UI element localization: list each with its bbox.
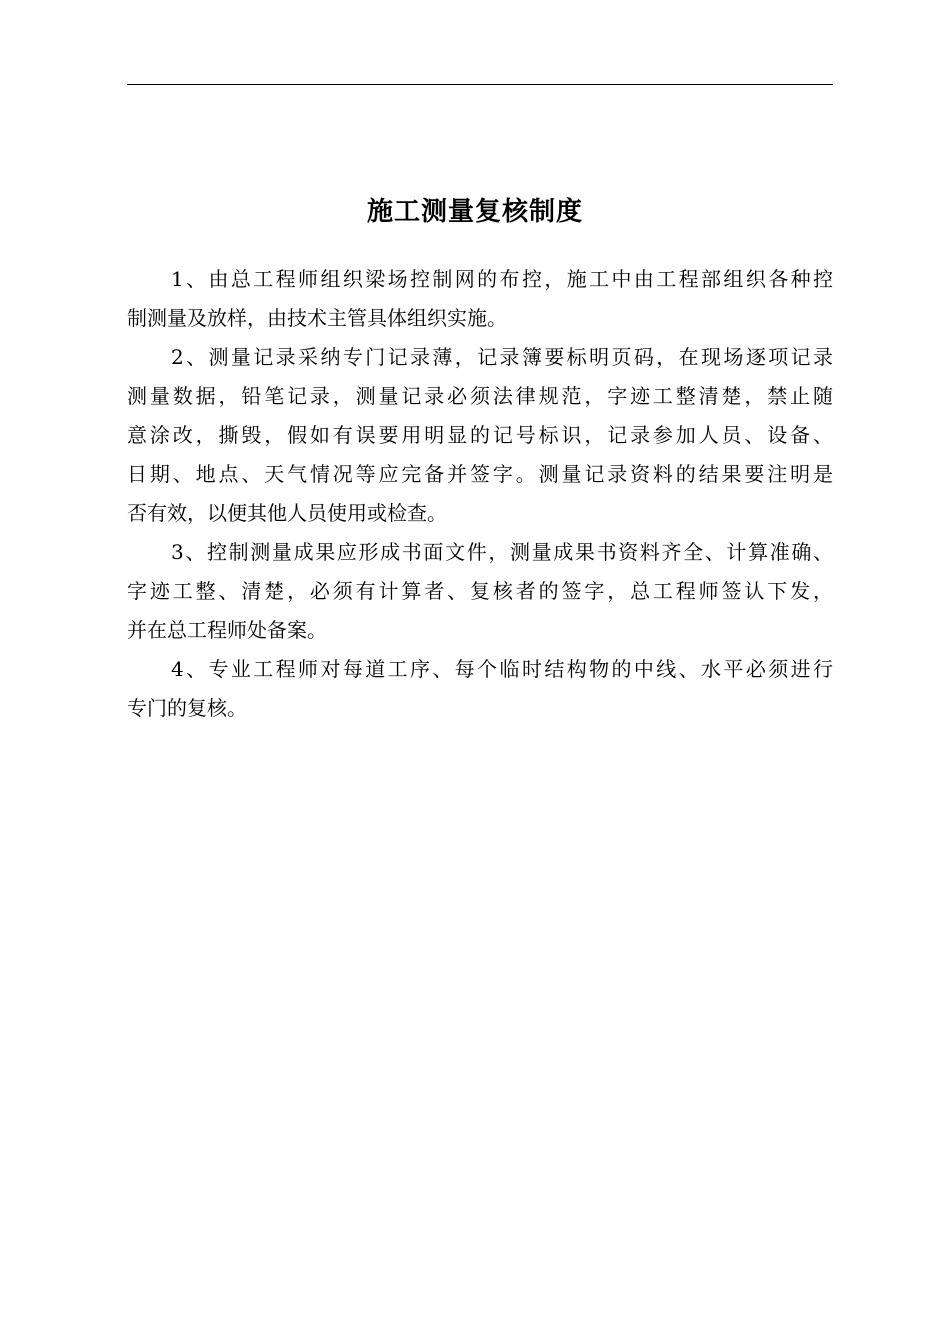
paragraph-4: [127, 650, 833, 728]
paragraph-line: 制测量及放样，由技术主管具体组织实施。: [127, 306, 507, 330]
paragraph-line: 3、控制测量成果应形成书面文件，测量成果书资料齐全、计算准确、: [171, 540, 833, 564]
paragraph-line: 意涂改，撕毁，假如有误要用明显的记号标识，记录参加人员、设备、: [127, 423, 833, 447]
page-title: 施工测量复核制度: [366, 197, 583, 227]
paragraph-line: 1、由总工程师组织梁场控制网的布控，施工中由工程部组织各种控: [171, 267, 833, 291]
paragraph-line: 4、专业工程师对每道工序、每个临时结构物的中线、水平必须进行: [171, 657, 833, 681]
paragraph-line: 2、测量记录采纳专门记录薄，记录簿要标明页码，在现场逐项记录: [171, 345, 833, 369]
paragraph-1: [127, 260, 833, 338]
paragraph-line: 日期、地点、天气情况等应完备并签字。测量记录资料的结果要注明是: [127, 462, 833, 486]
paragraph-line: 测量数据，铅笔记录，测量记录必须法律规范，字迹工整清楚，禁止随: [127, 384, 833, 408]
paragraph-line: 专门的复核。: [127, 696, 247, 720]
paragraph-3: [127, 533, 833, 650]
header-rule: [127, 84, 833, 85]
paragraph-line: 字迹工整、清楚，必须有计算者、复核者的签字，总工程师签认下发，: [127, 579, 833, 603]
paragraph-line: 并在总工程师处备案。: [127, 618, 327, 642]
paragraph-line: 否有效，以便其他人员使用或检查。: [127, 501, 447, 525]
document-body: [127, 260, 833, 728]
paragraph-2: [127, 338, 833, 533]
